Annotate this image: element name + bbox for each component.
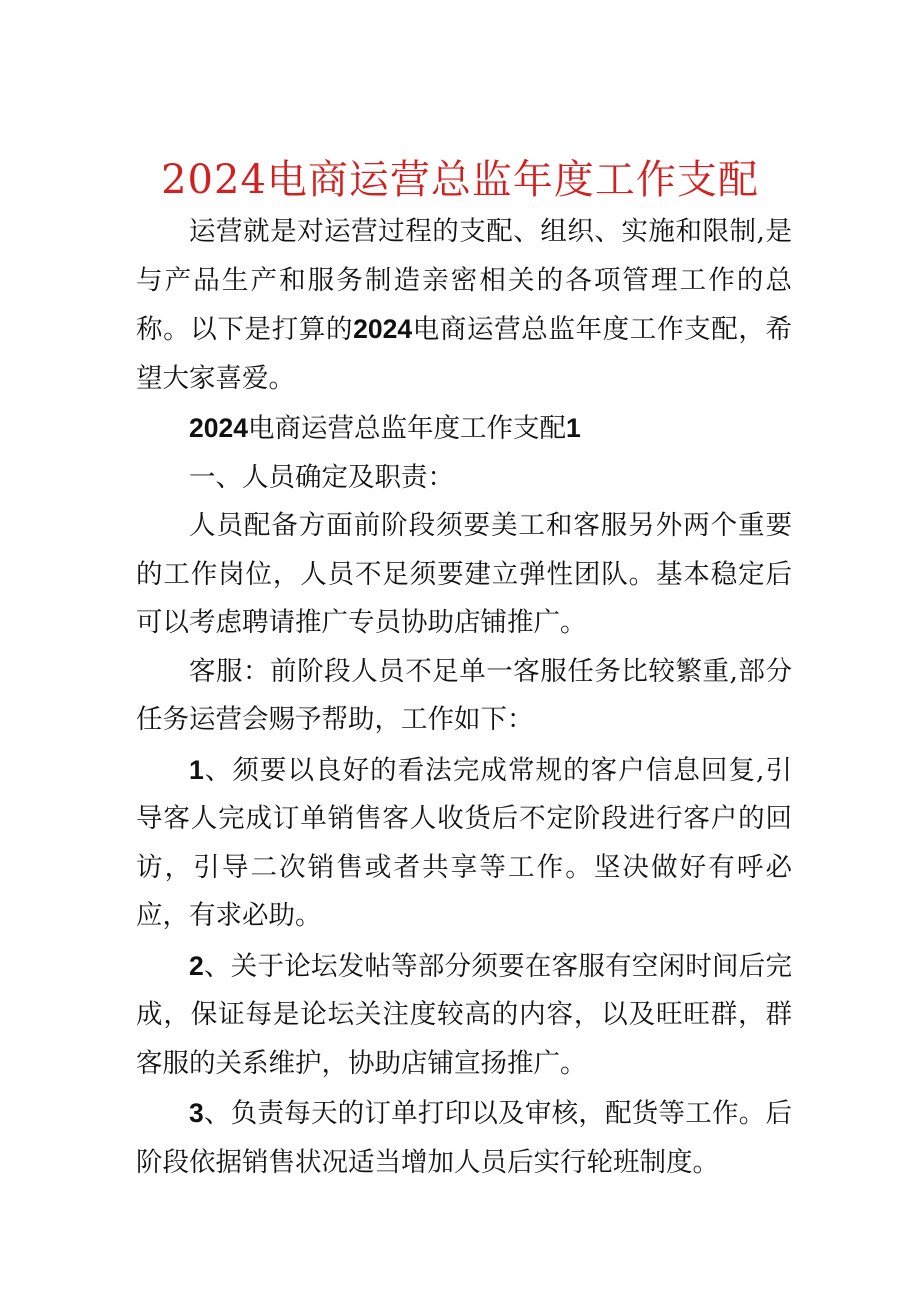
section-heading: 2024电商运营总监年度工作支配1 (189, 413, 581, 444)
document-title: 2024电商运营总监年度工作支配 (161, 157, 759, 203)
subsection-heading-staff: 一、人员确定及职责： (189, 461, 454, 493)
duty-item-1: 1、须要以良好的看法完成常规的客户信息回复,引导客人完成订单销售客人收货后不定阶段进行客户的回访，引导二次销售或者共享等工作。坚决做好有呼必应，有求必助。 (136, 754, 792, 931)
staffing-paragraph: 人员配备方面前阶段须要美工和客服另外两个重要的工作岗位，人员不足须要建立弹性团队。基本稳定后可以考虑聘请推广专员协助店铺推广。 (136, 510, 792, 638)
customer-service-paragraph: 客服：前阶段人员不足单一客服任务比较繁重,部分任务运营会赐予帮助，工作如下： (136, 655, 792, 735)
duty-item-3: 3、负责每天的订单打印以及审核，配货等工作。后阶段依据销售状况适当增加人员后实行轮班制度。 (136, 1098, 792, 1178)
duty-item-2: 2、关于论坛发帖等部分须要在客服有空闲时间后完成，保证每是论坛关注度较高的内容，以及旺旺群，群客服的关系维护，协助店铺宣扬推广。 (136, 950, 792, 1079)
document-body (136, 208, 792, 1187)
intro-paragraph: 运营就是对运营过程的支配、组织、实施和限制,是与产品生产和服务制造亲密相关的各项管理工作的总称。以下是打算的2024电商运营总监年度工作支配，希望大家喜爱。 (136, 216, 793, 394)
